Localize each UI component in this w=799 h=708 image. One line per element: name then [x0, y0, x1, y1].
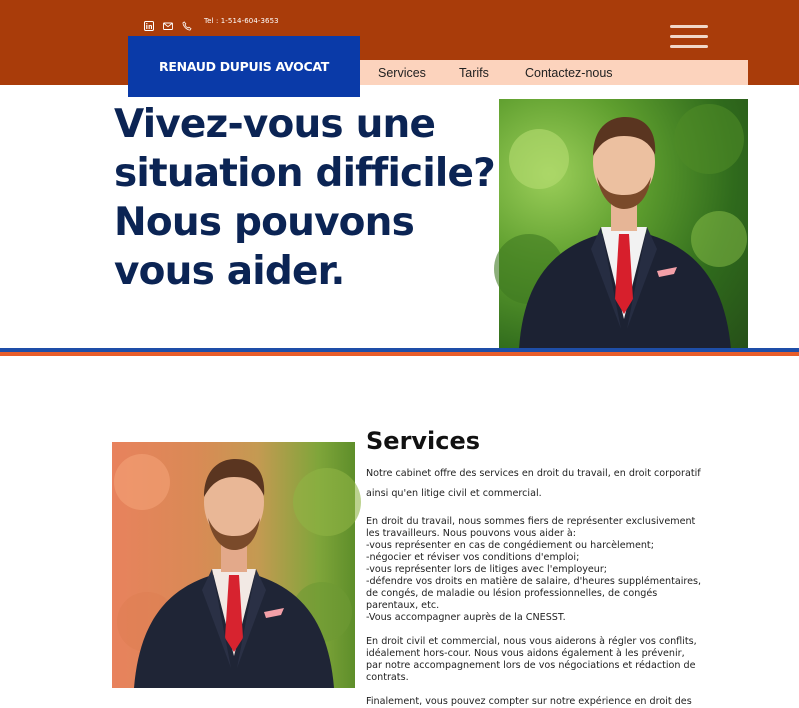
- lawyer-portrait-illustration: [499, 99, 748, 349]
- contact-bar: [144, 14, 279, 28]
- brand-name: RENAUD DUPUIS AVOCAT: [159, 59, 329, 74]
- services-labor-law: En droit du travail, nous sommes fiers de représenter exclusivement les travailleurs. Nous pouvons vous aider à: -vous représenter en cas de congédiement ou harcèlement; -négocier et réviser vos conditions d'emploi; -vous représenter lors de litiges avec l'employeur; -défendre vos droits en matière de salaire, d'heures supplémentaires, de congés, de maladie ou lésion professionnelles, de congés parentaux, etc. -Vous accompagner auprès de la CNESST.: [366, 516, 702, 623]
- phone-number: Tel : 1-514-604-3653: [204, 17, 279, 25]
- phone-icon[interactable]: [182, 16, 192, 26]
- nav-contact[interactable]: Contactez-nous: [525, 66, 613, 80]
- services-portrait-photo: [112, 442, 355, 688]
- hero-title-line: Vivez-vous une: [114, 102, 436, 147]
- services-civil-law: En droit civil et commercial, nous vous aiderons à régler vos conflits, idéalement hors-cour. Nous vous aidons également à les prévenir, par notre accompagnement lors de vos négociations et rédaction de contrats.: [366, 636, 697, 683]
- hero-portrait-photo: [499, 99, 748, 349]
- nav-tarifs[interactable]: Tarifs: [459, 66, 489, 80]
- brand-logo[interactable]: [128, 36, 360, 97]
- lawyer-portrait-illustration: [112, 442, 355, 688]
- mail-icon[interactable]: [163, 16, 173, 26]
- divider-orange: [0, 352, 799, 356]
- hero-title: [114, 100, 514, 296]
- menu-icon[interactable]: [670, 25, 708, 49]
- nav-services[interactable]: Services: [378, 66, 426, 80]
- services-heading: Services: [366, 427, 481, 455]
- hero-title-line: vous aider.: [114, 249, 345, 294]
- services-body: [366, 464, 726, 708]
- services-intro: Notre cabinet offre des services en droit du travail, en droit corporatif ainsi qu'en litige civil et commercial.: [366, 468, 701, 499]
- linkedin-icon[interactable]: [144, 16, 154, 26]
- hero-title-line: situation difficile?: [114, 151, 495, 196]
- services-closing: Finalement, vous pouvez compter sur notre expérience en droit des: [366, 696, 692, 707]
- nav-bar: [352, 60, 748, 85]
- hero-title-line: Nous pouvons: [114, 200, 415, 245]
